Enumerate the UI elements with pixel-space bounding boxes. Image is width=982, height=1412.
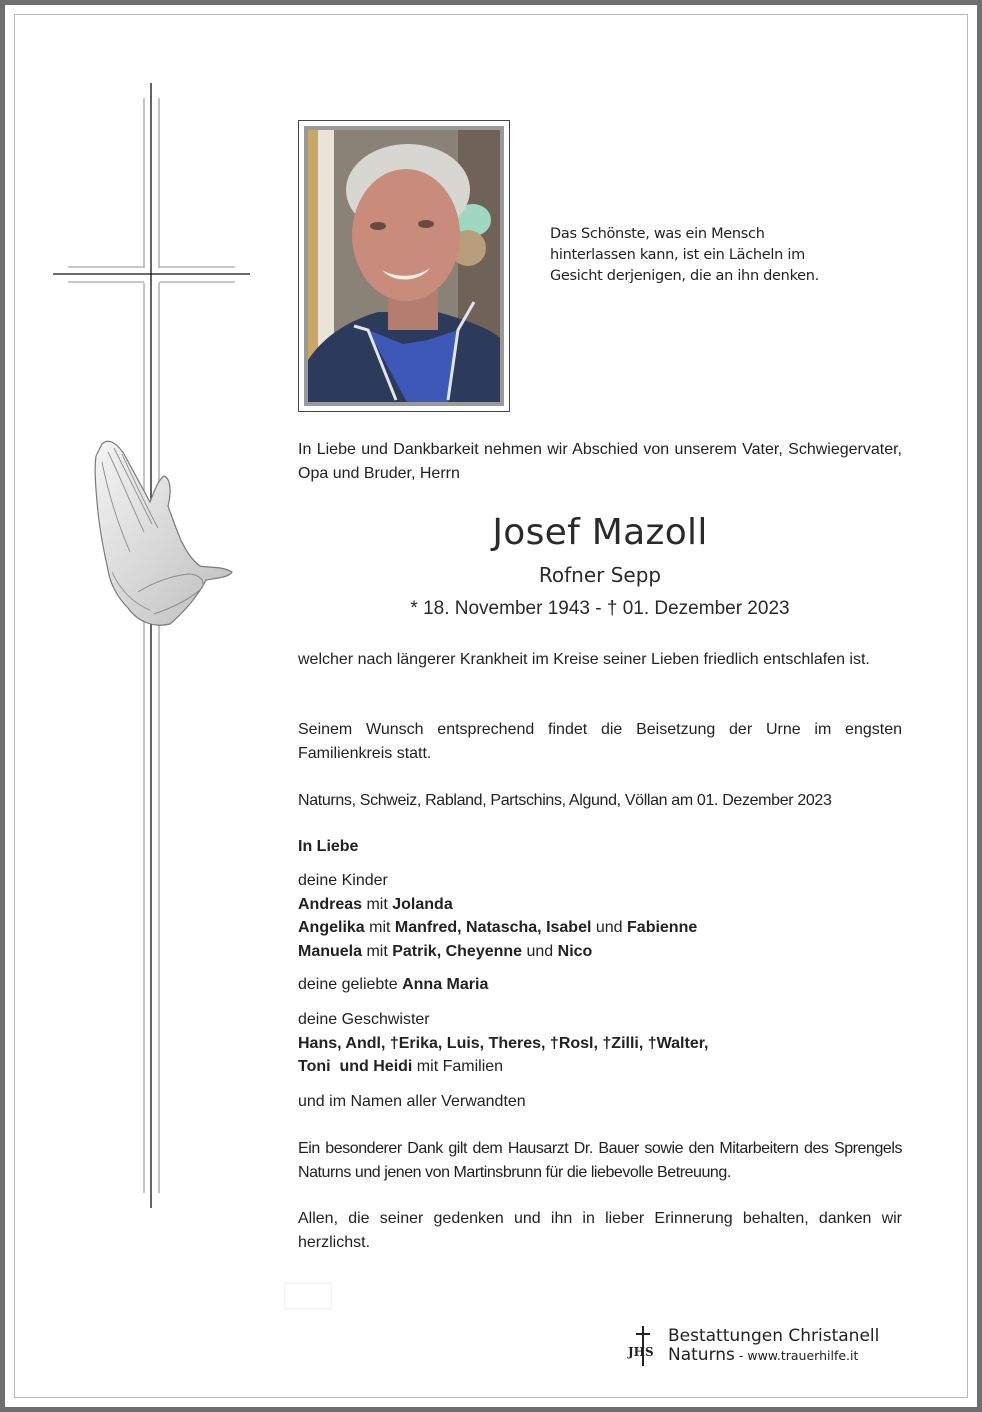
child-family: Manfred, Natascha, Isabel (394, 919, 592, 936)
child-entry (298, 940, 902, 964)
child-name: Angelika (298, 919, 365, 936)
with-families: mit Familien (412, 1058, 504, 1075)
separator: und (591, 919, 628, 936)
general-thanks: Allen, die seiner gedenken und ihn in lieber Erinnerung behalten, danken wir herzlichst. (298, 1210, 902, 1251)
wife-label: deine geliebte (298, 976, 403, 993)
praying-hands-icon (88, 432, 238, 632)
siblings-names: Hans, Andl, †Erika, Luis, Theres, †Rosl, †Zilli, †Walter, (298, 1034, 709, 1052)
jhs-cross-logo-icon (626, 1324, 662, 1368)
intro-paragraph: In Liebe und Dankbarkeit nehmen wir Abschied von unserem Vater, Schwiegervater, Opa und Bruder, Herrn (298, 441, 902, 482)
wife-name: Anna Maria (402, 976, 489, 993)
separator: und (522, 942, 558, 960)
company-city: Naturns (668, 1345, 735, 1365)
children-label: deine Kinder (298, 872, 388, 889)
company-website[interactable]: - www.trauerhilfe.it (734, 1348, 859, 1363)
company-location (668, 1345, 858, 1365)
passing-paragraph: welcher nach längerer Krankheit im Kreise seiner Lieben friedlich entschlafen ist. (298, 651, 870, 668)
child-name: Manuela (298, 942, 363, 960)
siblings-label: deine Geschwister (298, 1011, 430, 1028)
place-date: Naturns, Schweiz, Rabland, Partschins, Algund, Völlan am 01. Dezember 2023 (298, 792, 832, 809)
child-family-last: Fabienne (627, 919, 698, 936)
separator: mit (362, 942, 393, 960)
quote-line: Das Schönste, was ein Mensch (550, 226, 765, 242)
separator: mit (362, 895, 393, 913)
company-name: Bestattungen Christanell (668, 1326, 880, 1346)
siblings-block (298, 1008, 902, 1079)
separator: mit (364, 919, 395, 936)
burial-paragraph: Seinem Wunsch entsprechend findet die Beisetzung der Urne im engsten Familienkreis statt. (298, 721, 902, 762)
quote-line: Gesicht derjenigen, die an ihn denken. (550, 268, 819, 284)
child-entry (298, 893, 902, 917)
siblings-line (298, 1032, 902, 1056)
portrait-photo-frame (298, 120, 510, 412)
deceased-nickname: Rofner Sepp (538, 563, 662, 587)
funeral-home-footer (626, 1324, 906, 1368)
mourners-heading (298, 835, 902, 859)
life-dates: * 18. November 1943 - † 01. Dezember 2023 (410, 598, 790, 619)
logo-lettering: JHS (628, 1345, 654, 1359)
blank-box (284, 1283, 332, 1309)
siblings-names: Toni und Heidi (298, 1058, 413, 1075)
quote-line: hinterlassen kann, ist ein Lächeln im (550, 247, 805, 263)
siblings-line (298, 1055, 902, 1079)
praying-hands-illustration (88, 432, 238, 637)
child-entry (298, 916, 902, 940)
wife-line (298, 973, 902, 997)
child-family: Jolanda (392, 895, 453, 913)
mourners-heading-text: In Liebe (298, 838, 359, 855)
portrait-image (308, 130, 502, 404)
special-thanks: Ein besonderer Dank gilt dem Hausarzt Dr. Bauer sowie den Mitarbeitern des Sprengels Naturns und jenen von Martinsbrunn für die liebevolle Betreuung. (298, 1140, 902, 1181)
relatives-line: und im Namen aller Verwandten (298, 1093, 526, 1110)
portrait-photo (304, 126, 504, 406)
child-family-last: Nico (557, 942, 593, 960)
children-block (298, 869, 902, 963)
deceased-name: Josef Mazoll (492, 512, 708, 553)
memorial-quote (550, 224, 850, 287)
child-name: Andreas (298, 895, 363, 913)
child-family: Patrik, Cheyenne (392, 942, 523, 960)
